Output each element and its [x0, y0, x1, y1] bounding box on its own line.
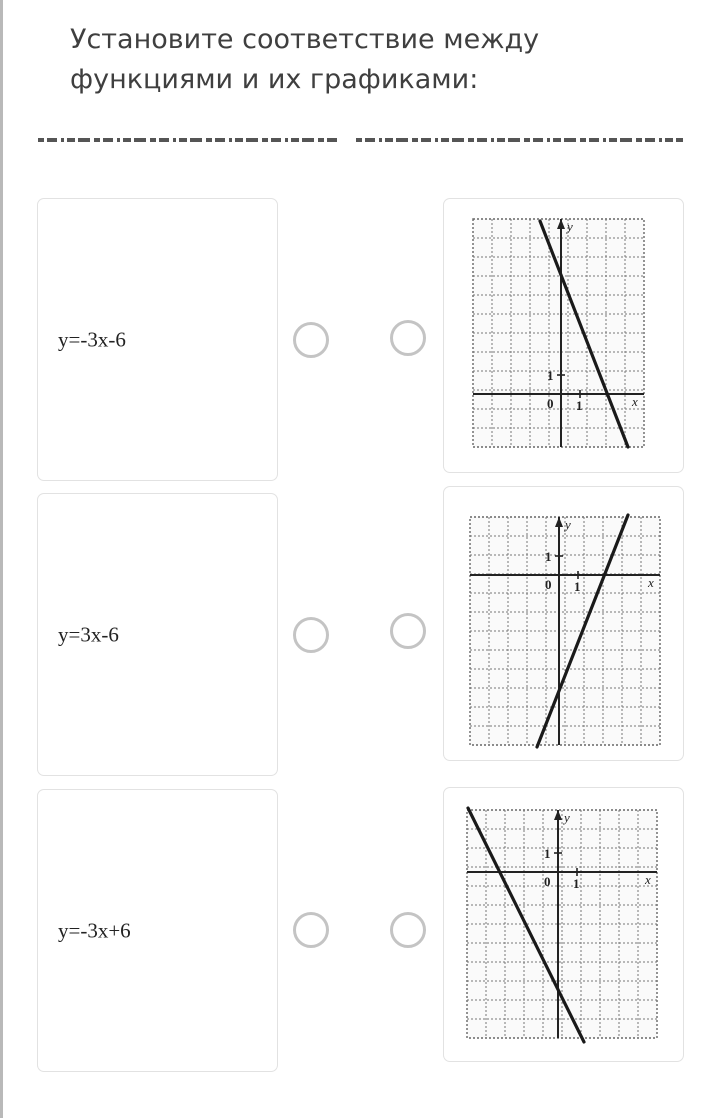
- function-card-2: [37, 493, 278, 776]
- grid: [467, 810, 657, 1038]
- function-label: y=3x-6: [58, 622, 119, 646]
- right-radio-3[interactable]: [390, 912, 426, 948]
- y-unit-label: 1: [545, 549, 552, 564]
- graph-3: [444, 788, 685, 1063]
- left-radio-2[interactable]: [293, 617, 329, 653]
- graph-1: [444, 199, 685, 474]
- graph-card-1: [443, 198, 684, 473]
- right-radio-2[interactable]: [390, 613, 426, 649]
- y-axis-label: y: [567, 219, 573, 234]
- question-text: [70, 20, 670, 100]
- graph-card-3: [443, 787, 684, 1062]
- y-unit-label: 1: [544, 846, 551, 861]
- x-axis-label: x: [632, 394, 638, 409]
- x-axis-label: x: [645, 872, 651, 887]
- grid: [473, 219, 644, 447]
- dashed-divider: [38, 133, 683, 147]
- graph-card-2: [443, 486, 684, 761]
- grid: [470, 517, 660, 745]
- function-label: y=-3x+6: [58, 918, 131, 942]
- x-unit-label: 1: [573, 876, 580, 891]
- origin-label: 0: [544, 874, 551, 889]
- page-left-border: [0, 0, 3, 1118]
- y-axis-label: y: [564, 810, 570, 825]
- function-label: y=-3x-6: [58, 327, 126, 351]
- question-line-1: Установите соответствие между: [70, 24, 540, 55]
- question-line-2: функциями и их графиками:: [70, 64, 479, 95]
- origin-label: 0: [545, 577, 552, 592]
- y-axis-label: y: [565, 517, 571, 532]
- right-radio-1[interactable]: [390, 320, 426, 356]
- left-radio-3[interactable]: [293, 912, 329, 948]
- left-radio-1[interactable]: [293, 322, 329, 358]
- x-axis-label: x: [648, 575, 654, 590]
- x-unit-label: 1: [576, 398, 583, 413]
- x-unit-label: 1: [574, 579, 581, 594]
- graph-2: [444, 487, 685, 762]
- y-unit-label: 1: [547, 368, 554, 383]
- function-card-3: [37, 789, 278, 1072]
- function-card-1: [37, 198, 278, 481]
- origin-label: 0: [547, 396, 554, 411]
